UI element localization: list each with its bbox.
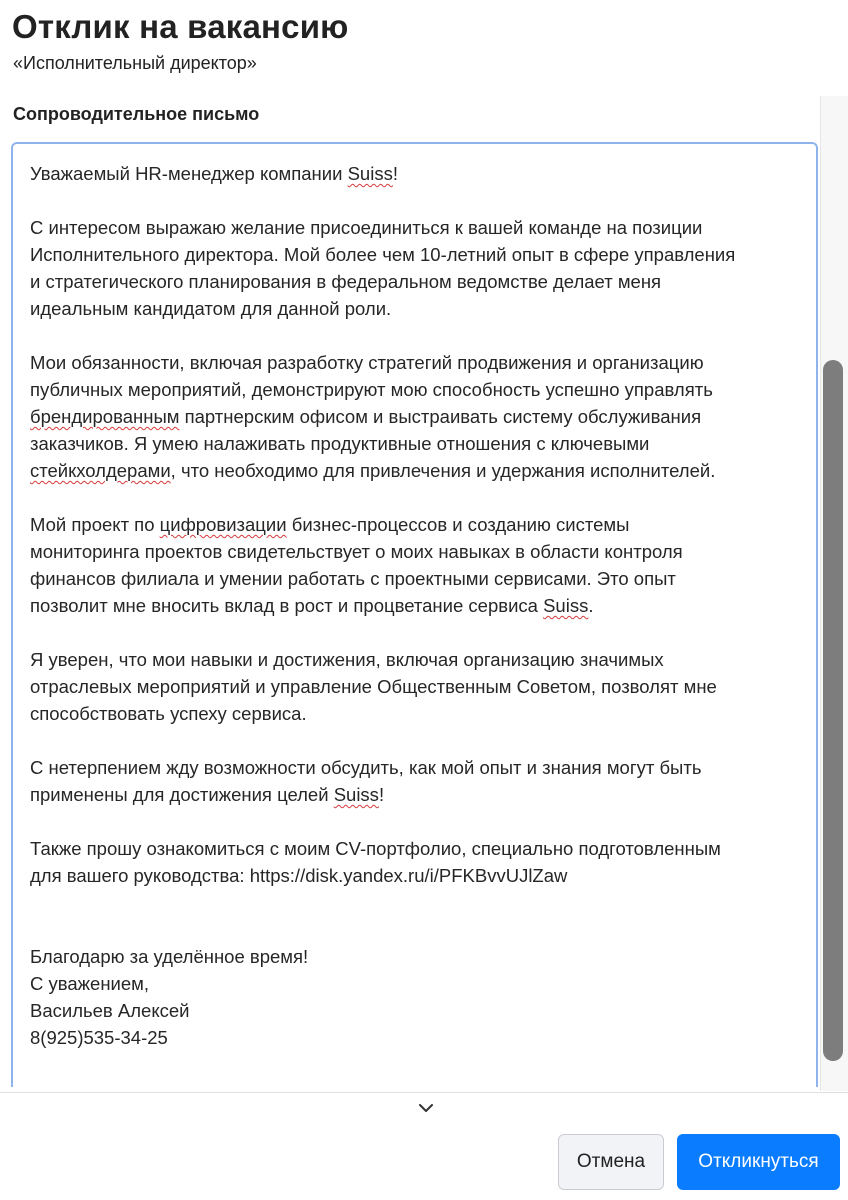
cover-letter-textarea[interactable] <box>11 142 818 1087</box>
spellcheck-word[interactable]: Suiss <box>347 163 393 184</box>
submit-button[interactable]: Откликнуться <box>677 1134 840 1190</box>
vacancy-name: «Исполнительный директор» <box>13 53 257 73</box>
letter-paragraph: Я уверен, что мои навыки и достижения, включая организацию значимых отраслевых мероприятий и управление Общественным Советом, позволят мне способствовать успеху сервиса. <box>30 649 717 724</box>
letter-paragraph: Мой проект по цифровизации бизнес-процессов и созданию системы мониторинга проектов свидетельствует о моих навыках в области контроля финансов филиала и умении работать с проектными сервисами. Это опыт позволит мне вносить вклад в рост и процветание сервиса Suiss. <box>30 514 683 616</box>
cover-letter-text[interactable] <box>30 160 800 1051</box>
letter-paragraph: Благодарю за уделённое время! С уважением, Васильев Алексей 8(925)535-34-25 <box>30 946 309 1048</box>
letter-paragraph: С нетерпением жду возможности обсудить, как мой опыт и знания могут быть применены для достижения целей Suiss! <box>30 757 702 805</box>
footer-divider <box>0 1092 848 1093</box>
letter-paragraph: Мои обязанности, включая разработку стратегий продвижения и организацию публичных мероприятий, демонстрируют мою способность успешно управлять брендированным партнерским офисом и выстраивать систему обслуживания заказчиков. Я умею налаживать продуктивные отношения с ключевыми стейкхолдерами, что необходимо для привлечения и удержания исполнителей. <box>30 352 716 481</box>
page-title: Отклик на вакансию <box>12 8 349 45</box>
spellcheck-word[interactable]: брендированным <box>30 406 180 427</box>
cancel-button[interactable]: Отмена <box>558 1134 664 1190</box>
cover-letter-label: Сопроводительное письмо <box>13 104 260 124</box>
letter-paragraph: Также прошу ознакомиться с моим CV-портфолио, специально подготовленным для вашего руководства: https://disk.yandex.ru/i/PFKBvvUJlZaw <box>30 838 721 886</box>
spellcheck-word[interactable]: Suiss <box>333 784 379 805</box>
chevron-down-icon[interactable] <box>417 1101 435 1115</box>
letter-paragraph: Уважаемый HR-менеджер компании Suiss! <box>30 163 398 184</box>
spellcheck-word[interactable]: цифровизации <box>159 514 287 535</box>
letter-paragraph: С интересом выражаю желание присоединиться к вашей команде на позиции Исполнительного директора. Мой более чем 10-летний опыт в сфере управления и стратегического планирования в федеральном ведомстве делает меня идеальным кандидатом для данной роли. <box>30 217 736 319</box>
textarea-scrollbar-thumb[interactable] <box>823 360 843 1061</box>
spellcheck-word[interactable]: Suiss <box>543 595 589 616</box>
spellcheck-word[interactable]: стейкхолдерами <box>30 460 171 481</box>
